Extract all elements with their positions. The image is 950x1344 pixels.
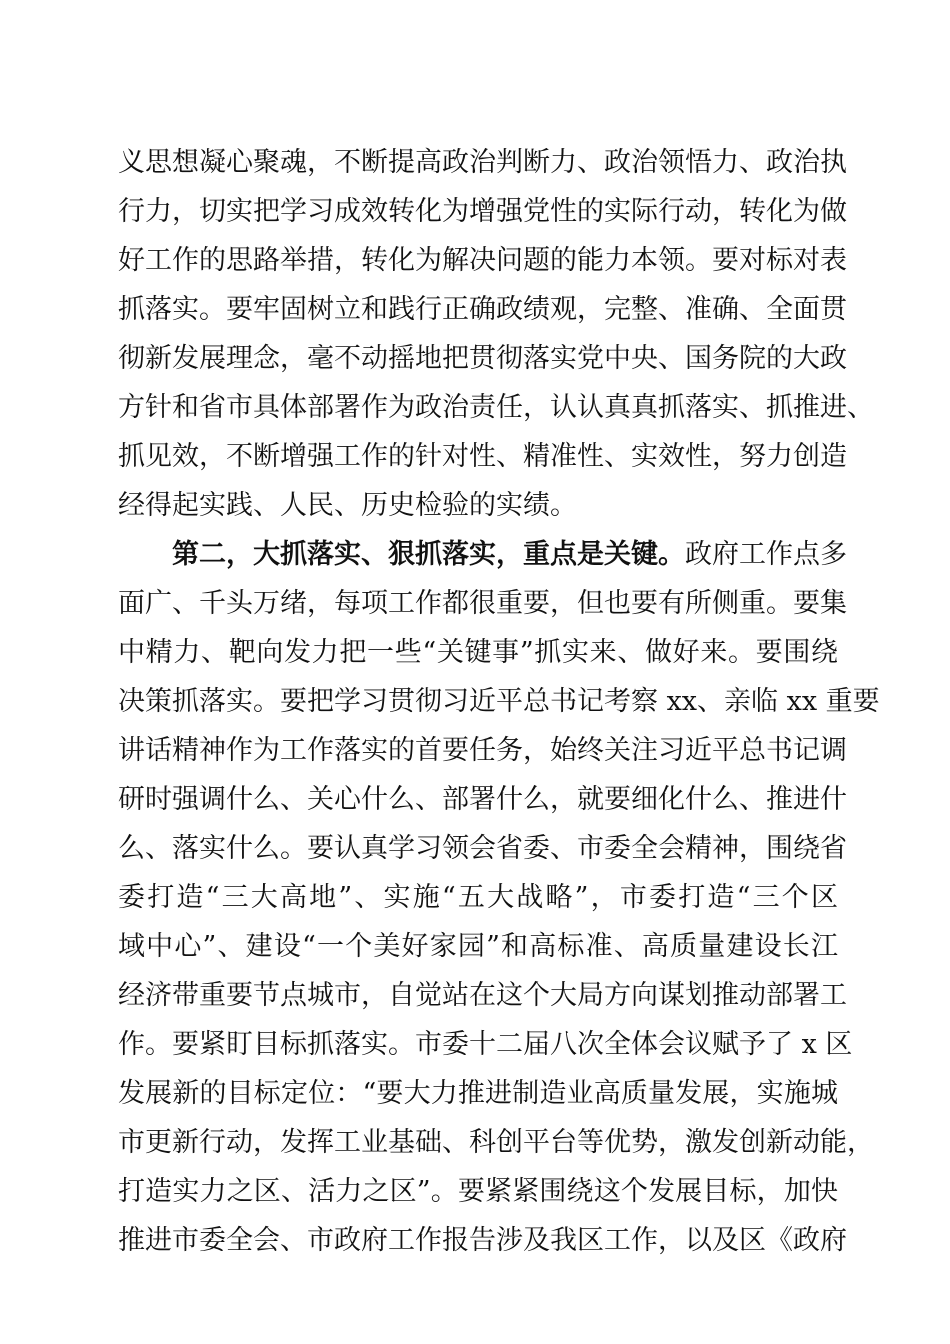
paragraph-2-heading: 第二，大抓落实、狠抓落实，重点是关键。: [172, 539, 685, 570]
text-line: 推进市委全会、市政府工作报告涉及我区工作，以及区《政府: [118, 1225, 847, 1256]
text-line: 行力，切实把学习成效转化为增强党性的实际行动，转化为做: [118, 196, 847, 227]
body-text: [118, 138, 880, 1265]
text-line: 委打造“三大高地”、实施“五大战略”，市委打造“三个区: [118, 882, 838, 913]
text-line: 经济带重要节点城市，自觉站在这个大局方向谋划推动部署工: [118, 980, 847, 1011]
text-line: 好工作的思路举措，转化为解决问题的能力本领。要对标对表: [118, 245, 847, 276]
text-line: 中精力、靶向发力把一些“关键事”抓实来、做好来。要围绕: [118, 637, 838, 668]
text-line: 域中心”、建设“一个美好家园”和高标准、高质量建设长江: [118, 931, 838, 962]
text-line: 决策抓落实。要把学习贯彻习近平总书记考察 xx、亲临 xx 重要: [118, 686, 880, 717]
text-line: 发展新的目标定位：“要大力推进制造业高质量发展，实施城: [118, 1078, 838, 1109]
paragraph-2-first-line: [118, 530, 847, 579]
text-line: 抓见效，不断增强工作的针对性、精准性、实效性，努力创造: [118, 441, 847, 472]
text-line: 义思想凝心聚魂，不断提高政治判断力、政治领悟力、政治执: [118, 147, 847, 178]
text-line: 彻新发展理念，毫不动摇地把贯彻落实党中央、国务院的大政: [118, 343, 847, 374]
text-line: 抓落实。要牢固树立和践行正确政绩观，完整、准确、全面贯: [118, 294, 847, 325]
text-line: 打造实力之区、活力之区”。要紧紧围绕这个发展目标，加快: [118, 1176, 838, 1207]
text-line: 研时强调什么、关心什么、部署什么，就要细化什么、推进什: [118, 784, 847, 815]
text-line: 市更新行动，发挥工业基础、科创平台等优势，激发创新动能，: [118, 1127, 874, 1158]
text-line: 讲话精神作为工作落实的首要任务，始终关注习近平总书记调: [118, 735, 847, 766]
text-line: 作。要紧盯目标抓落实。市委十二届八次全体会议赋予了 x 区: [118, 1029, 853, 1060]
text-line: 面广、千头万绪，每项工作都很重要，但也要有所侧重。要集: [118, 588, 847, 619]
text-line: 方针和省市具体部署作为政治责任，认认真真抓落实、抓推进、: [118, 392, 874, 423]
paragraph-2: [118, 530, 880, 1265]
paragraph-2-first-line-rest: 政府工作点多: [685, 539, 847, 570]
paragraph-1: [118, 138, 874, 530]
text-line: 么、落实什么。要认真学习领会省委、市委全会精神，围绕省: [118, 833, 847, 864]
text-line: 经得起实践、人民、历史检验的实绩。: [118, 490, 577, 521]
